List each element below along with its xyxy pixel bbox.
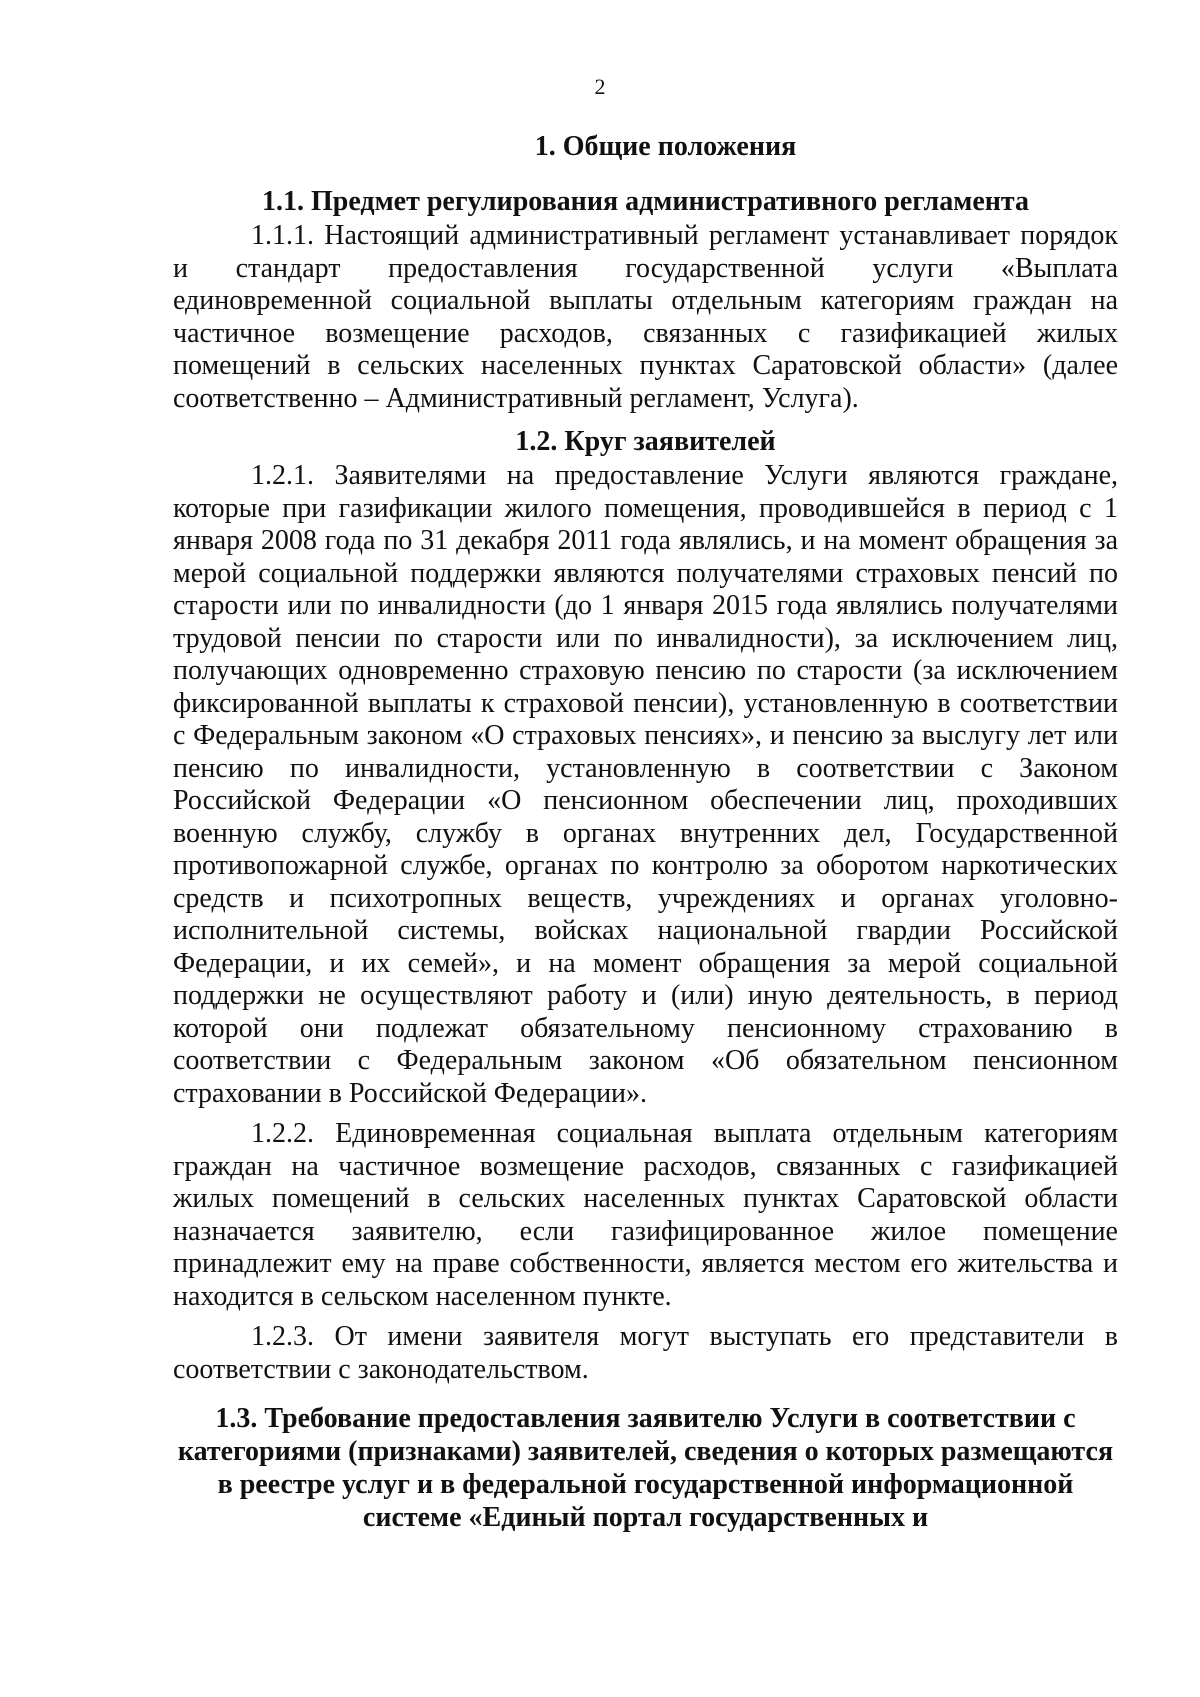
paragraph-1-1-1: 1.1.1. Настоящий административный регламент устанавливает порядок и стандарт предоставления государственной услуги «Выплата единовременной социальной выплаты отдельным категориям граждан на частичное возмещение расходов, связанных с газификацией жилых помещений в сельских населенных пунктах Саратовской области» (далее соответственно – Административный регламент, Услуга). (173, 220, 1118, 414)
paragraph-1-2-3: 1.2.3. От имени заявителя могут выступать его представители в соответствии с законодательством. (173, 1321, 1118, 1385)
section-1-2-heading: 1.2. Круг заявителей (515, 426, 776, 457)
paragraph-1-2-1: 1.2.1. Заявителями на предоставление Услуги являются граждане, которые при газификации жилого помещения, проводившейся в период с 1 января 2008 года по 31 декабря 2011 года являлись, и на момент обращения за мерой социальной поддержки являются получателями страховых пенсий по старости или по инвалидности (до 1 января 2015 года являлись получателями трудовой пенсии по старости или по инвалидности), за исключением лиц, получающих одновременно страховую пенсию по старости (за исключением фиксированной выплаты к страховой пенсии), установленную в соответствии с Федеральным законом «О страховых пенсиях», и пенсию за выслугу лет или пенсию по инвалидности, установленную в соответствии с Законом Российской Федерации «О пенсионном обеспечении лиц, проходивших военную службу, службу в органах внутренних дел, Государственной противопожарной службе, органах по контролю за оборотом наркотических средств и психотропных веществ, учреждениях и органах уголовно-исполнительной системы, войсках национальной гвардии Российской Федерации, и их семей», и на момент обращения за мерой социальной поддержки не осуществляют работу и (или) иную деятельность, в период которой они подлежат обязательному пенсионному страхованию в соответствии с Федеральным законом «Об обязательном пенсионном страховании в Российской Федерации». (173, 460, 1118, 1109)
section-1-3-heading: 1.3. Требование предоставления заявителю Услуги в соответствии с категориями (признаками) заявителей, сведения о которых размещаются в реестре услуг и в федеральной государственной информационной системе «Единый портал государственных и (177, 1403, 1114, 1533)
document-body (173, 130, 1118, 1536)
paragraph-1-2-2: 1.2.2. Единовременная социальная выплата отдельным категориям граждан на частичное возмещение расходов, связанных с газификацией жилых помещений в сельских населенных пунктах Саратовской области назначается заявителю, если газифицированное жилое помещение принадлежит ему на праве собственности, является местом его жительства и находится в сельском населенном пункте. (173, 1118, 1118, 1312)
page-number: 2 (594, 74, 606, 99)
section-1-1-heading: 1.1. Предмет регулирования административного регламента (262, 186, 1029, 217)
section-1-heading: 1. Общие положения (534, 131, 797, 162)
